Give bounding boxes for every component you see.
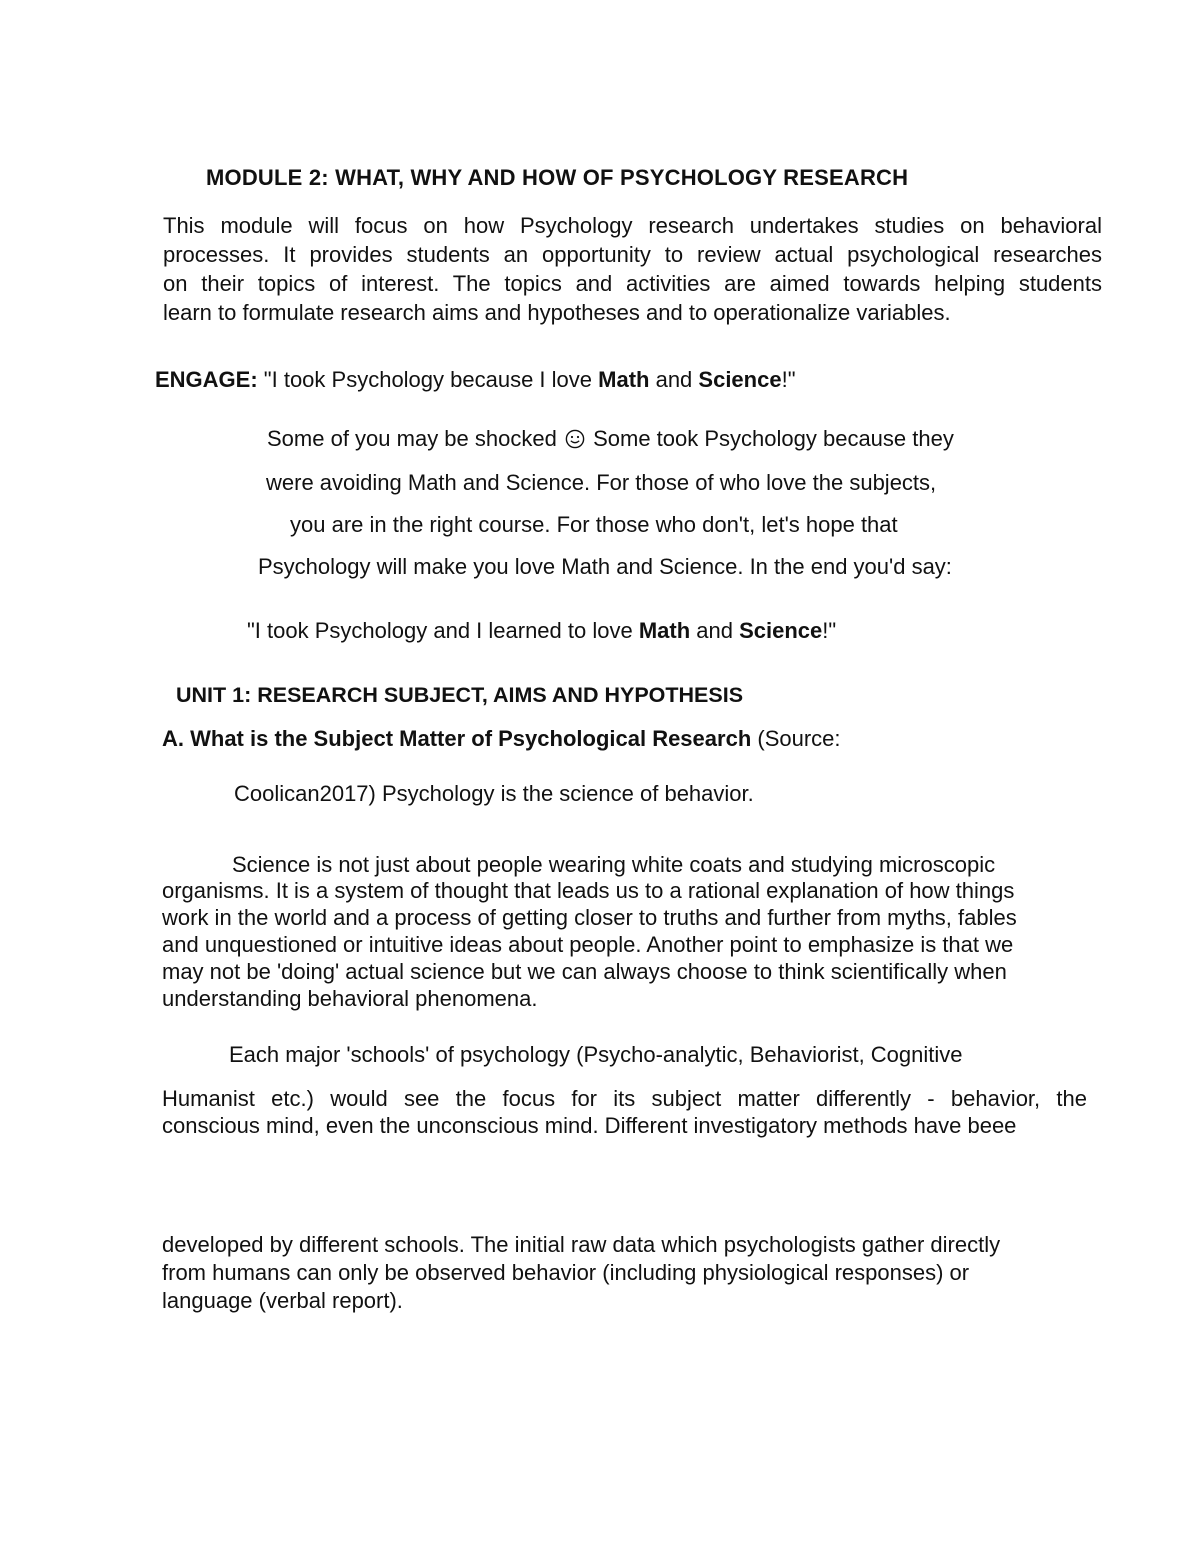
engage-quote-open: "I took Psychology because I love [257, 367, 599, 392]
schools-line-2: Humanist etc.) would see the focus for its subject matter differently - behavior, the [162, 1086, 1087, 1111]
science-line-1: Science is not just about people wearing white coats and studying microscopic [232, 852, 996, 877]
intro-line-4: learn to formulate research aims and hypotheses and to operationalize variables. [163, 300, 951, 325]
shocked-line-2: were avoiding Math and Science. For those of who love the subjects, [266, 470, 937, 495]
smiley-face-icon [565, 429, 585, 449]
science-line-5: may not be 'doing' actual science but we can always choose to think scientifically when [162, 959, 1007, 984]
unit-title: UNIT 1: RESEARCH SUBJECT, AIMS AND HYPOTHESIS [176, 683, 744, 707]
engage-label: ENGAGE: [155, 367, 258, 392]
science-line-3: work in the world and a process of getting closer to truths and further from myths, fables [162, 905, 1017, 930]
science-line-6: understanding behavioral phenomena. [162, 986, 538, 1011]
closing-quote-and: and [690, 618, 740, 643]
final-line-2: from humans can only be observed behavior (including physiological responses) or [162, 1260, 970, 1285]
science-line-4: and unquestioned or intuitive ideas about people. Another point to emphasize is that we [162, 932, 1014, 957]
module-title: MODULE 2: WHAT, WHY AND HOW OF PSYCHOLOGY RESEARCH [206, 165, 909, 190]
shocked-line-1a: Some of you may be shocked [267, 426, 557, 451]
engage-quote-close: !" [781, 367, 796, 392]
section-a-source-open: (Source: [751, 726, 841, 751]
engage-math: Math [598, 367, 650, 392]
shocked-line-3: you are in the right course. For those who don't, let's hope that [290, 512, 898, 537]
section-a-heading: A. What is the Subject Matter of Psychological Research [162, 726, 752, 751]
closing-quote-math: Math [638, 618, 691, 643]
schools-line-1: Each major 'schools' of psychology (Psycho-analytic, Behaviorist, Cognitive [229, 1042, 963, 1067]
engage-science: Science [698, 367, 782, 392]
closing-quote-close: !" [822, 618, 837, 643]
closing-quote-open: "I took Psychology and I learned to love [247, 618, 639, 643]
shocked-line-1 [267, 425, 954, 453]
intro-line-2: processes. It provides students an opportunity to review actual psychological researches [163, 242, 1102, 267]
closing-quote [247, 617, 836, 645]
shocked-line-4: Psychology will make you love Math and Science. In the end you'd say: [258, 554, 952, 579]
shocked-line-1b: Some took Psychology because they [593, 426, 954, 451]
intro-line-1: This module will focus on how Psychology research undertakes studies on behavioral [163, 213, 1102, 238]
final-line-1: developed by different schools. The initial raw data which psychologists gather directly [162, 1232, 1001, 1257]
science-line-2: organisms. It is a system of thought that leads us to a rational explanation of how things [162, 878, 1015, 903]
final-line-3: language (verbal report). [162, 1288, 403, 1313]
closing-quote-science: Science [739, 618, 823, 643]
section-a-source-line: Coolican2017) Psychology is the science of behavior. [234, 781, 754, 806]
schools-line-3: conscious mind, even the unconscious mind. Different investigatory methods have beee [162, 1113, 1017, 1138]
intro-line-3: on their topics of interest. The topics and activities are aimed towards helping students [163, 271, 1102, 296]
engage-and: and [649, 367, 699, 392]
engage-line [155, 366, 796, 394]
section-a-heading-line [162, 725, 841, 753]
